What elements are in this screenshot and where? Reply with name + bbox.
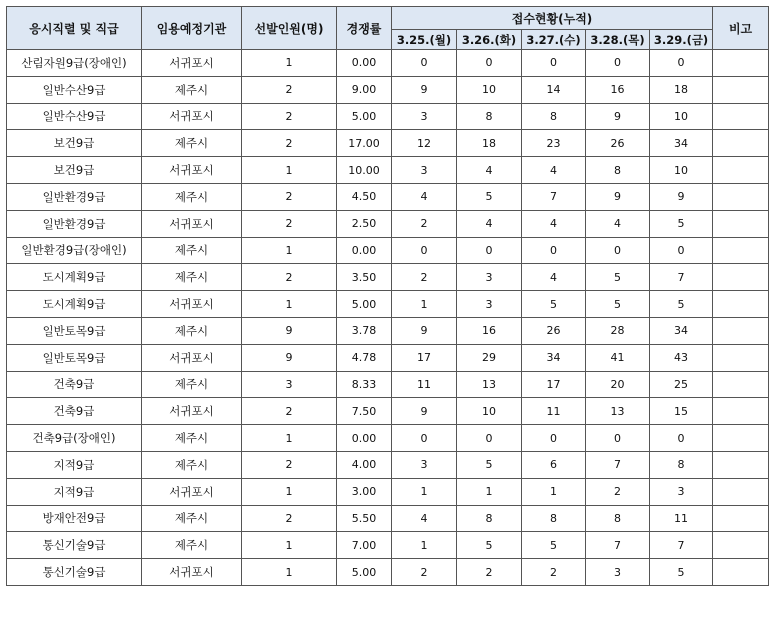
header-date: 3.29.(금) bbox=[650, 30, 713, 50]
cell-agency: 제주시 bbox=[142, 76, 242, 103]
cell-agency: 제주시 bbox=[142, 317, 242, 344]
cell-agency: 제주시 bbox=[142, 371, 242, 398]
table-row bbox=[7, 505, 769, 532]
cell-quota: 1 bbox=[242, 291, 337, 318]
cell-rate: 8.33 bbox=[337, 371, 392, 398]
cell-count: 2 bbox=[392, 264, 457, 291]
cell-count: 9 bbox=[392, 398, 457, 425]
table-row bbox=[7, 532, 769, 559]
cell-count: 10 bbox=[650, 103, 713, 130]
table-row bbox=[7, 291, 769, 318]
cell-quota: 2 bbox=[242, 398, 337, 425]
table-row bbox=[7, 559, 769, 586]
cell-note bbox=[713, 210, 769, 237]
cell-position: 보건9급 bbox=[7, 130, 142, 157]
cell-count: 8 bbox=[457, 505, 522, 532]
header-rate: 경쟁률 bbox=[337, 7, 392, 50]
cell-count: 5 bbox=[650, 210, 713, 237]
cell-count: 23 bbox=[522, 130, 586, 157]
cell-quota: 2 bbox=[242, 264, 337, 291]
cell-count: 5 bbox=[586, 291, 650, 318]
cell-count: 2 bbox=[457, 559, 522, 586]
cell-note bbox=[713, 344, 769, 371]
cell-count: 3 bbox=[650, 478, 713, 505]
cell-rate: 7.50 bbox=[337, 398, 392, 425]
cell-note bbox=[713, 505, 769, 532]
cell-rate: 4.00 bbox=[337, 451, 392, 478]
cell-quota: 9 bbox=[242, 344, 337, 371]
cell-count: 26 bbox=[586, 130, 650, 157]
cell-count: 8 bbox=[522, 103, 586, 130]
cell-position: 통신기술9급 bbox=[7, 532, 142, 559]
cell-rate: 5.00 bbox=[337, 103, 392, 130]
cell-count: 0 bbox=[586, 425, 650, 452]
cell-count: 8 bbox=[586, 157, 650, 184]
cell-count: 4 bbox=[457, 157, 522, 184]
cell-count: 0 bbox=[457, 425, 522, 452]
cell-count: 7 bbox=[586, 451, 650, 478]
cell-agency: 서귀포시 bbox=[142, 210, 242, 237]
cell-count: 10 bbox=[650, 157, 713, 184]
cell-note bbox=[713, 559, 769, 586]
cell-count: 18 bbox=[650, 76, 713, 103]
cell-count: 5 bbox=[586, 264, 650, 291]
cell-rate: 0.00 bbox=[337, 50, 392, 77]
cell-count: 3 bbox=[392, 157, 457, 184]
cell-note bbox=[713, 291, 769, 318]
cell-count: 0 bbox=[650, 50, 713, 77]
cell-count: 7 bbox=[650, 532, 713, 559]
cell-count: 0 bbox=[392, 237, 457, 264]
application-status-table-container bbox=[6, 6, 768, 586]
cell-count: 4 bbox=[522, 157, 586, 184]
cell-count: 4 bbox=[522, 210, 586, 237]
cell-position: 건축9급(장애인) bbox=[7, 425, 142, 452]
cell-count: 2 bbox=[392, 559, 457, 586]
cell-count: 0 bbox=[650, 425, 713, 452]
cell-count: 0 bbox=[522, 237, 586, 264]
cell-quota: 2 bbox=[242, 505, 337, 532]
cell-quota: 2 bbox=[242, 130, 337, 157]
cell-agency: 서귀포시 bbox=[142, 50, 242, 77]
header-note: 비고 bbox=[713, 7, 769, 50]
cell-quota: 2 bbox=[242, 210, 337, 237]
cell-count: 13 bbox=[586, 398, 650, 425]
cell-note bbox=[713, 103, 769, 130]
table-row bbox=[7, 478, 769, 505]
cell-count: 1 bbox=[457, 478, 522, 505]
table-row bbox=[7, 425, 769, 452]
cell-position: 일반환경9급 bbox=[7, 183, 142, 210]
cell-count: 16 bbox=[586, 76, 650, 103]
cell-note bbox=[713, 264, 769, 291]
cell-count: 17 bbox=[392, 344, 457, 371]
cell-count: 8 bbox=[650, 451, 713, 478]
cell-agency: 제주시 bbox=[142, 183, 242, 210]
cell-count: 5 bbox=[522, 532, 586, 559]
cell-agency: 서귀포시 bbox=[142, 291, 242, 318]
cell-position: 지적9급 bbox=[7, 478, 142, 505]
cell-note bbox=[713, 50, 769, 77]
cell-position: 일반토목9급 bbox=[7, 317, 142, 344]
cell-count: 7 bbox=[522, 183, 586, 210]
cell-note bbox=[713, 130, 769, 157]
cell-count: 34 bbox=[522, 344, 586, 371]
cell-count: 1 bbox=[392, 532, 457, 559]
cell-count: 9 bbox=[392, 317, 457, 344]
cell-position: 건축9급 bbox=[7, 371, 142, 398]
cell-note bbox=[713, 451, 769, 478]
cell-position: 일반수산9급 bbox=[7, 76, 142, 103]
cell-count: 29 bbox=[457, 344, 522, 371]
header-position: 응시직렬 및 직급 bbox=[7, 7, 142, 50]
cell-rate: 7.00 bbox=[337, 532, 392, 559]
cell-count: 0 bbox=[457, 237, 522, 264]
cell-rate: 0.00 bbox=[337, 237, 392, 264]
cell-position: 건축9급 bbox=[7, 398, 142, 425]
cell-count: 8 bbox=[586, 505, 650, 532]
cell-count: 0 bbox=[392, 425, 457, 452]
application-status-table bbox=[6, 6, 769, 586]
cell-count: 3 bbox=[392, 451, 457, 478]
cell-agency: 서귀포시 bbox=[142, 157, 242, 184]
cell-position: 도시계획9급 bbox=[7, 264, 142, 291]
cell-count: 0 bbox=[457, 50, 522, 77]
cell-position: 일반토목9급 bbox=[7, 344, 142, 371]
cell-count: 10 bbox=[457, 398, 522, 425]
cell-count: 2 bbox=[586, 478, 650, 505]
cell-rate: 3.00 bbox=[337, 478, 392, 505]
cell-count: 28 bbox=[586, 317, 650, 344]
cell-count: 4 bbox=[522, 264, 586, 291]
table-row bbox=[7, 50, 769, 77]
cell-rate: 3.78 bbox=[337, 317, 392, 344]
cell-rate: 9.00 bbox=[337, 76, 392, 103]
cell-count: 12 bbox=[392, 130, 457, 157]
cell-position: 보건9급 bbox=[7, 157, 142, 184]
table-row bbox=[7, 451, 769, 478]
cell-count: 4 bbox=[457, 210, 522, 237]
cell-quota: 2 bbox=[242, 451, 337, 478]
cell-count: 1 bbox=[392, 478, 457, 505]
cell-count: 8 bbox=[522, 505, 586, 532]
header-date: 3.27.(수) bbox=[522, 30, 586, 50]
cell-rate: 17.00 bbox=[337, 130, 392, 157]
cell-note bbox=[713, 478, 769, 505]
cell-count: 5 bbox=[650, 291, 713, 318]
cell-rate: 5.50 bbox=[337, 505, 392, 532]
cell-count: 0 bbox=[522, 50, 586, 77]
cell-agency: 제주시 bbox=[142, 425, 242, 452]
table-row bbox=[7, 210, 769, 237]
cell-count: 11 bbox=[650, 505, 713, 532]
cell-count: 2 bbox=[522, 559, 586, 586]
cell-rate: 5.00 bbox=[337, 291, 392, 318]
header-date: 3.25.(월) bbox=[392, 30, 457, 50]
cell-position: 산림자원9급(장애인) bbox=[7, 50, 142, 77]
cell-count: 6 bbox=[522, 451, 586, 478]
cell-count: 4 bbox=[392, 183, 457, 210]
cell-count: 26 bbox=[522, 317, 586, 344]
table-row bbox=[7, 76, 769, 103]
table-row bbox=[7, 183, 769, 210]
cell-rate: 3.50 bbox=[337, 264, 392, 291]
cell-rate: 0.00 bbox=[337, 425, 392, 452]
cell-rate: 10.00 bbox=[337, 157, 392, 184]
table-row bbox=[7, 237, 769, 264]
cell-agency: 서귀포시 bbox=[142, 559, 242, 586]
cell-count: 5 bbox=[522, 291, 586, 318]
cell-agency: 제주시 bbox=[142, 532, 242, 559]
cell-position: 방재안전9급 bbox=[7, 505, 142, 532]
cell-count: 17 bbox=[522, 371, 586, 398]
header-applications: 접수현황(누적) bbox=[392, 7, 713, 30]
cell-quota: 1 bbox=[242, 532, 337, 559]
cell-quota: 1 bbox=[242, 559, 337, 586]
cell-quota: 9 bbox=[242, 317, 337, 344]
cell-count: 41 bbox=[586, 344, 650, 371]
cell-count: 16 bbox=[457, 317, 522, 344]
cell-agency: 제주시 bbox=[142, 264, 242, 291]
cell-quota: 1 bbox=[242, 478, 337, 505]
cell-agency: 서귀포시 bbox=[142, 344, 242, 371]
cell-position: 지적9급 bbox=[7, 451, 142, 478]
cell-count: 4 bbox=[392, 505, 457, 532]
table-row bbox=[7, 344, 769, 371]
cell-count: 1 bbox=[522, 478, 586, 505]
table-row bbox=[7, 398, 769, 425]
cell-count: 11 bbox=[392, 371, 457, 398]
header-quota: 선발인원(명) bbox=[242, 7, 337, 50]
table-row bbox=[7, 317, 769, 344]
cell-note bbox=[713, 183, 769, 210]
cell-count: 9 bbox=[586, 103, 650, 130]
cell-agency: 서귀포시 bbox=[142, 398, 242, 425]
cell-note bbox=[713, 237, 769, 264]
cell-position: 일반수산9급 bbox=[7, 103, 142, 130]
table-header bbox=[7, 7, 769, 50]
cell-count: 3 bbox=[586, 559, 650, 586]
cell-count: 0 bbox=[586, 50, 650, 77]
cell-note bbox=[713, 76, 769, 103]
table-row bbox=[7, 371, 769, 398]
cell-agency: 서귀포시 bbox=[142, 103, 242, 130]
table-row bbox=[7, 130, 769, 157]
cell-count: 0 bbox=[650, 237, 713, 264]
cell-count: 3 bbox=[457, 264, 522, 291]
cell-count: 5 bbox=[650, 559, 713, 586]
cell-rate: 5.00 bbox=[337, 559, 392, 586]
cell-note bbox=[713, 317, 769, 344]
cell-count: 0 bbox=[586, 237, 650, 264]
cell-rate: 4.78 bbox=[337, 344, 392, 371]
cell-count: 5 bbox=[457, 183, 522, 210]
cell-quota: 1 bbox=[242, 237, 337, 264]
cell-count: 0 bbox=[392, 50, 457, 77]
cell-quota: 2 bbox=[242, 183, 337, 210]
cell-agency: 제주시 bbox=[142, 451, 242, 478]
cell-count: 0 bbox=[522, 425, 586, 452]
cell-count: 20 bbox=[586, 371, 650, 398]
cell-count: 2 bbox=[392, 210, 457, 237]
cell-count: 15 bbox=[650, 398, 713, 425]
cell-agency: 제주시 bbox=[142, 237, 242, 264]
cell-count: 34 bbox=[650, 130, 713, 157]
cell-quota: 1 bbox=[242, 50, 337, 77]
cell-count: 25 bbox=[650, 371, 713, 398]
cell-count: 34 bbox=[650, 317, 713, 344]
cell-note bbox=[713, 371, 769, 398]
cell-agency: 제주시 bbox=[142, 130, 242, 157]
cell-agency: 제주시 bbox=[142, 505, 242, 532]
cell-position: 일반환경9급(장애인) bbox=[7, 237, 142, 264]
cell-count: 1 bbox=[392, 291, 457, 318]
cell-quota: 3 bbox=[242, 371, 337, 398]
header-date: 3.28.(목) bbox=[586, 30, 650, 50]
table-body bbox=[7, 50, 769, 586]
cell-count: 7 bbox=[586, 532, 650, 559]
table-row bbox=[7, 157, 769, 184]
cell-count: 5 bbox=[457, 532, 522, 559]
cell-note bbox=[713, 157, 769, 184]
cell-note bbox=[713, 425, 769, 452]
cell-count: 18 bbox=[457, 130, 522, 157]
cell-position: 통신기술9급 bbox=[7, 559, 142, 586]
cell-count: 7 bbox=[650, 264, 713, 291]
cell-quota: 2 bbox=[242, 76, 337, 103]
cell-count: 3 bbox=[392, 103, 457, 130]
cell-count: 5 bbox=[457, 451, 522, 478]
cell-count: 11 bbox=[522, 398, 586, 425]
cell-count: 8 bbox=[457, 103, 522, 130]
cell-agency: 서귀포시 bbox=[142, 478, 242, 505]
cell-count: 9 bbox=[392, 76, 457, 103]
cell-note bbox=[713, 532, 769, 559]
cell-position: 도시계획9급 bbox=[7, 291, 142, 318]
cell-count: 3 bbox=[457, 291, 522, 318]
cell-rate: 4.50 bbox=[337, 183, 392, 210]
cell-count: 9 bbox=[650, 183, 713, 210]
cell-rate: 2.50 bbox=[337, 210, 392, 237]
cell-count: 14 bbox=[522, 76, 586, 103]
table-row bbox=[7, 264, 769, 291]
cell-count: 13 bbox=[457, 371, 522, 398]
cell-count: 43 bbox=[650, 344, 713, 371]
cell-quota: 1 bbox=[242, 157, 337, 184]
cell-quota: 2 bbox=[242, 103, 337, 130]
header-agency: 임용예정기관 bbox=[142, 7, 242, 50]
header-date: 3.26.(화) bbox=[457, 30, 522, 50]
cell-quota: 1 bbox=[242, 425, 337, 452]
cell-count: 10 bbox=[457, 76, 522, 103]
table-row bbox=[7, 103, 769, 130]
cell-count: 9 bbox=[586, 183, 650, 210]
cell-position: 일반환경9급 bbox=[7, 210, 142, 237]
cell-note bbox=[713, 398, 769, 425]
cell-count: 4 bbox=[586, 210, 650, 237]
